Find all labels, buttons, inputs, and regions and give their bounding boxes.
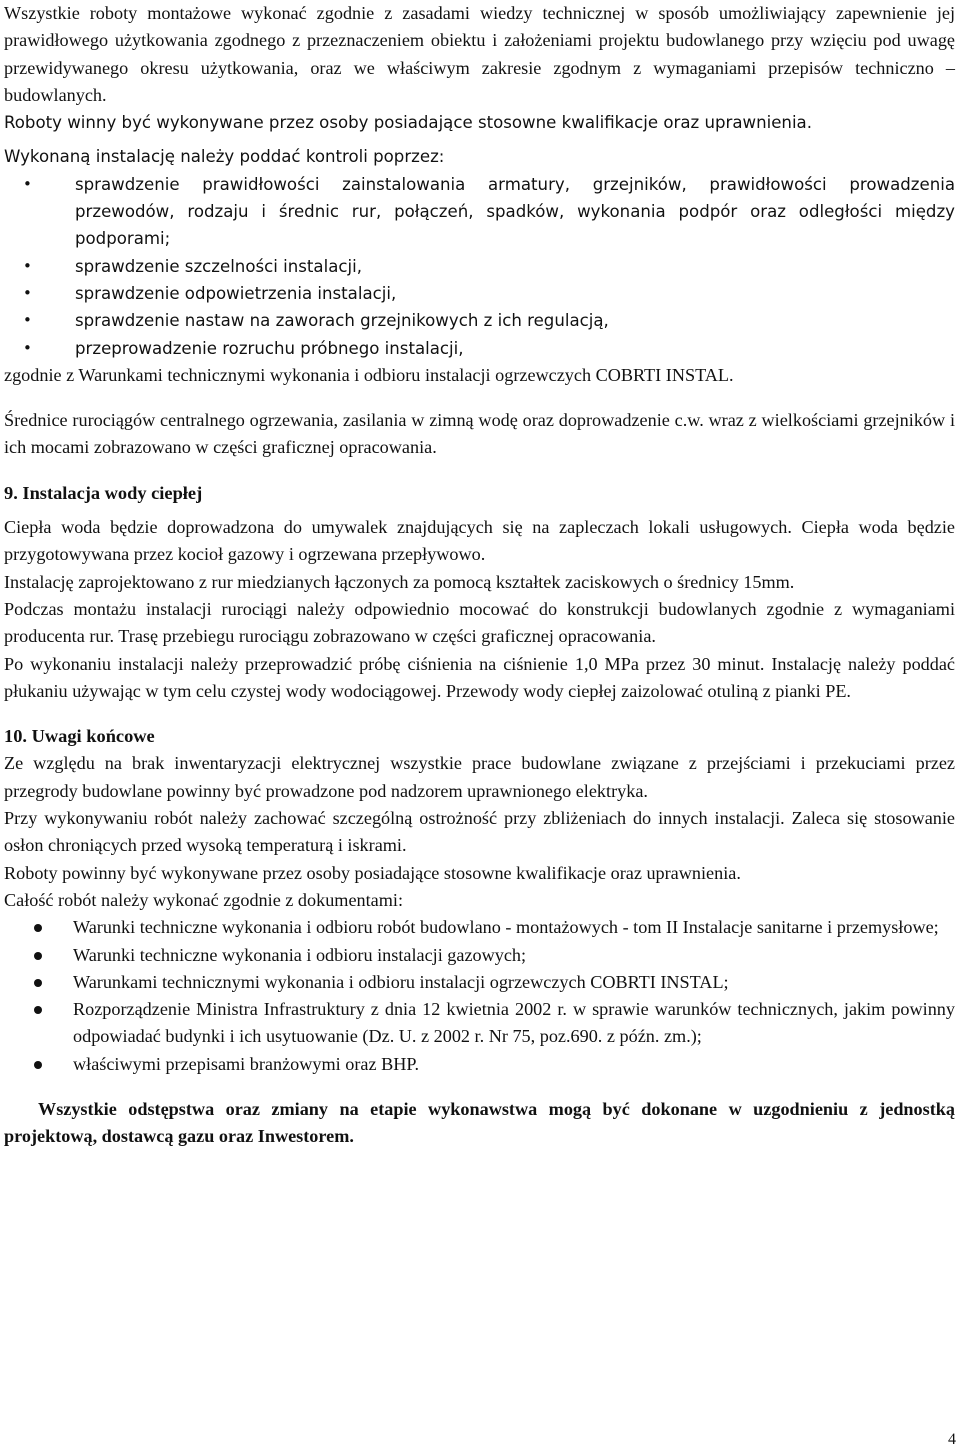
page-number: 4 [948,1430,956,1448]
control-lead: Wykonaną instalację należy poddać kontroli poprzez: [4,147,445,167]
control-list [4,171,955,362]
section-9-number: 9. [4,482,18,503]
intro-paragraph-3: Średnice rurociągów centralnego ogrzewania, zasilania w zimną wodę oraz doprowadzenie c.w. wraz z wielkościami grzejników i ich mocami zobrazowano w części graficznej opracowania. [4,410,955,458]
list-item: Warunkami technicznymi wykonania i odbioru instalacji ogrzewczych COBRTI INSTAL; [4,969,955,996]
list-item: • sprawdzenie odpowietrzenia instalacji, [4,280,955,307]
list-item: Rozporządzenie Ministra Infrastruktury z dnia 12 kwietnia 2002 r. w sprawie warunków technicznych, jakim powinny odpowiadać budynki i ich usytuowanie (Dz. U. z 2002 r. Nr 75, poz.690. z późn. zm.); [4,996,955,1051]
document-page [4,0,955,1151]
intro-paragraph-1: Wszystkie roboty montażowe wykonać zgodnie z zasadami wiedzy technicznej w sposób umożliwiający zapewnienie jej prawidłowego użytkowania zgodnego z przeznaczeniem obiektu i założeniami projektu budowlanego przy wzięciu pod uwagę przewidywanego okresu użytkowania, oraz we właściwym zakresie zgodnym z wymaganiami przepisów techniczno – budowlanych. [4,3,955,105]
intro-paragraph-2: Roboty winny być wykonywane przez osoby posiadające stosowne kwalifikacje oraz uprawnienia. [4,113,813,133]
section-10-heading [4,723,955,750]
docs-lead: Całość robót należy wykonać zgodnie z dokumentami: [4,889,403,910]
section-9-paragraph-1: Ciepła woda będzie doprowadzona do umywalek znajdujących się na zapleczach lokali usługowych. Ciepła woda będzie przygotowywana przez kocioł gazowy i ogrzewana przepływowo. [4,517,955,565]
list-item: Warunki techniczne wykonania i odbioru instalacji gazowych; [4,942,955,969]
list-item: właściwymi przepisami branżowymi oraz BHP. [4,1051,955,1078]
list-item: • sprawdzenie szczelności instalacji, [4,253,955,280]
section-9-title: Instalacja wody ciepłej [22,482,203,503]
section-10-paragraph-3: Roboty powinny być wykonywane przez osoby posiadające stosowne kwalifikacje oraz uprawnienia. [4,862,741,883]
list-item: • sprawdzenie prawidłowości zainstalowania armatury, grzejników, prawidłowości prowadzenia przewodów, rodzaju i średnic rur, połączeń, spadków, wykonania podpór oraz odległości między podporami; [4,171,955,253]
section-9-paragraph-3: Podczas montażu instalacji rurociągi należy odpowiednio mocować do konstrukcji budowlanych zgodnie z wymaganiami producenta rur. Trasę przebiegu rurociągu zobrazowano w części graficznej opracowania. [4,598,955,647]
final-note: Wszystkie odstępstwa oraz zmiany na etapie wykonawstwa mogą być dokonane w uzgodnieniu z jednostką projektową, dostawcą gazu oraz Inwestorem. [4,1098,955,1147]
section-10-paragraph-2: Przy wykonywaniu robót należy zachować szczególną ostrożność przy zbliżeniach do innych instalacji. Zaleca się stosowanie osłon chroniących przed wysoką temperaturą i iskrami. [4,808,955,856]
list-item: Warunki techniczne wykonania i odbioru robót budowlano - montażowych - tom II Instalacje sanitarne i przemysłowe; [4,914,955,941]
documents-list [4,914,955,1078]
list-item: • przeprowadzenie rozruchu próbnego instalacji, [4,335,955,362]
section-10-number: 10. [4,726,27,747]
list-item: • sprawdzenie nastaw na zaworach grzejnikowych z ich regulacją, [4,307,955,334]
section-9-paragraph-4: Po wykonaniu instalacji należy przeprowadzić próbę ciśnienia na ciśnienie 1,0 MPa przez 30 minut. Instalację należy poddać płukaniu używając w tym celu czystej wody wodociągowej. Przewody wody ciepłej zaizolować otuliną z pianki PE. [4,653,955,701]
section-10-paragraph-1: Ze względu na brak inwentaryzacji elektrycznej wszystkie prace budowlane związane z przejściami i przekuciami przez przegrody budowlane powinny być prowadzone pod nadzorem uprawnionego elektryka. [4,753,955,801]
control-tail: zgodnie z Warunkami technicznymi wykonania i odbioru instalacji ogrzewczych COBRTI INSTAL. [4,364,734,385]
section-9-heading [4,480,955,507]
section-9-paragraph-2: Instalację zaprojektowano z rur miedzianych łączonych za pomocą kształtek zaciskowych o średnicy 15mm. [4,571,795,592]
section-10-title: Uwagi końcowe [31,726,155,747]
